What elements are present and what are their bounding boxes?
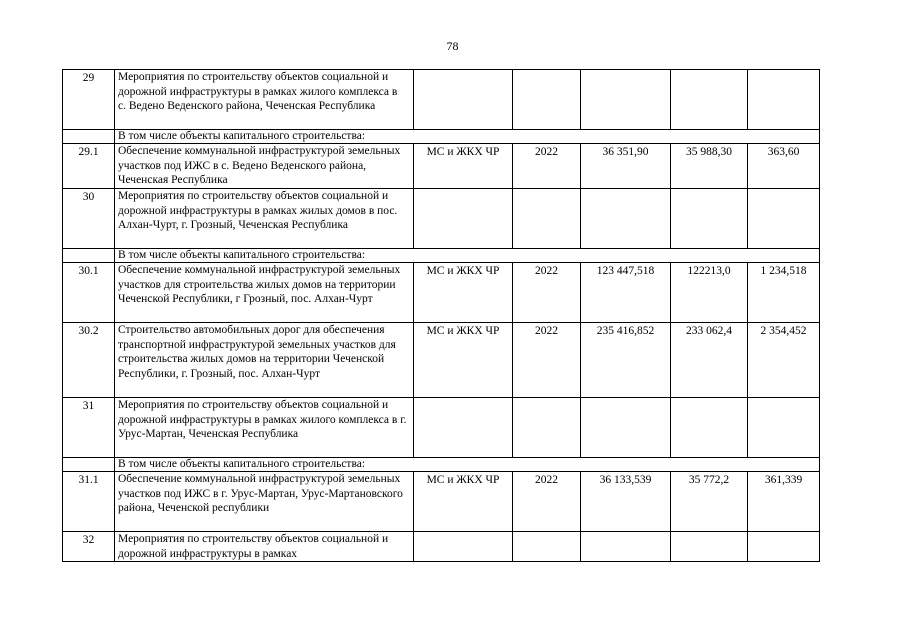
table-row [63,130,820,144]
executor-cell [414,532,513,562]
total-amount-cell: 36 133,539 [581,472,671,532]
regional-amount-cell: 363,60 [748,144,820,189]
program-table [62,69,820,562]
event-name: Мероприятия по строительству объектов социальной и дорожной инфраструктуры в рамках жилых домов в пос. Алхан-Чурт, г. Грозный, Чеченская Республика [115,189,414,249]
total-amount-cell: 235 416,852 [581,323,671,398]
table-row [63,532,820,562]
table-row [63,189,820,249]
federal-amount-cell: 233 062,4 [671,323,748,398]
table-row [63,458,820,472]
subheader-note: В том числе объекты капитального строительства: [115,458,820,472]
year-cell [513,189,581,249]
event-name: Мероприятия по строительству объектов социальной и дорожной инфраструктуры в рамках жилого комплекса в с. Ведено Веденского района, Чеченская Республика [115,70,414,130]
federal-amount-cell [671,70,748,130]
executor-cell: МС и ЖКХ ЧР [414,144,513,189]
table-row [63,70,820,130]
table-row [63,323,820,398]
federal-amount-cell [671,189,748,249]
federal-amount-cell [671,398,748,458]
regional-amount-cell [748,70,820,130]
regional-amount-cell [748,189,820,249]
event-name: Обеспечение коммунальной инфраструктурой земельных участков под ИЖС в с. Ведено Веденского района, Чеченская Республика [115,144,414,189]
year-cell: 2022 [513,323,581,398]
total-amount-cell [581,189,671,249]
executor-cell [414,189,513,249]
table-row [63,249,820,263]
year-cell [513,532,581,562]
year-cell [513,398,581,458]
regional-amount-cell: 2 354,452 [748,323,820,398]
executor-cell [414,398,513,458]
year-cell [513,70,581,130]
executor-cell [414,70,513,130]
executor-cell: МС и ЖКХ ЧР [414,323,513,398]
executor-cell: МС и ЖКХ ЧР [414,263,513,323]
event-name: Обеспечение коммунальной инфраструктурой земельных участков под ИЖС в г. Урус-Мартан, Урус-Мартановского района, Чеченской республики [115,472,414,532]
table-row [63,263,820,323]
subheader-note: В том числе объекты капитального строительства: [115,130,820,144]
total-amount-cell: 36 351,90 [581,144,671,189]
year-cell: 2022 [513,144,581,189]
year-cell: 2022 [513,263,581,323]
row-number: 32 [63,532,115,562]
row-number: 30.1 [63,263,115,323]
total-amount-cell [581,532,671,562]
empty-cell [63,458,115,472]
table-row [63,398,820,458]
row-number: 30 [63,189,115,249]
table-row [63,472,820,532]
row-number: 30.2 [63,323,115,398]
event-name: Мероприятия по строительству объектов социальной и дорожной инфраструктуры в рамках жилого комплекса в г. Урус-Мартан, Чеченская Республика [115,398,414,458]
event-name: Мероприятия по строительству объектов социальной и дорожной инфраструктуры в рамках [115,532,414,562]
total-amount-cell [581,70,671,130]
row-number: 29.1 [63,144,115,189]
federal-amount-cell [671,532,748,562]
federal-amount-cell: 35 772,2 [671,472,748,532]
regional-amount-cell: 361,339 [748,472,820,532]
empty-cell [63,130,115,144]
event-name: Обеспечение коммунальной инфраструктурой земельных участков для строительства жилых домов на территории Чеченской Республики, г Грозный, пос. Алхан-Чурт [115,263,414,323]
federal-amount-cell: 122213,0 [671,263,748,323]
regional-amount-cell [748,398,820,458]
subheader-note: В том числе объекты капитального строительства: [115,249,820,263]
total-amount-cell [581,398,671,458]
empty-cell [63,249,115,263]
row-number: 31.1 [63,472,115,532]
regional-amount-cell [748,532,820,562]
federal-amount-cell: 35 988,30 [671,144,748,189]
row-number: 31 [63,398,115,458]
executor-cell: МС и ЖКХ ЧР [414,472,513,532]
regional-amount-cell: 1 234,518 [748,263,820,323]
total-amount-cell: 123 447,518 [581,263,671,323]
table-row [63,144,820,189]
event-name: Строительство автомобильных дорог для обеспечения транспортной инфраструктурой земельных участков для строительства жилых домов на территории Чеченской Республики, г. Грозный, пос. Алхан-Чурт [115,323,414,398]
page-number: 78 [446,39,459,53]
year-cell: 2022 [513,472,581,532]
row-number: 29 [63,70,115,130]
